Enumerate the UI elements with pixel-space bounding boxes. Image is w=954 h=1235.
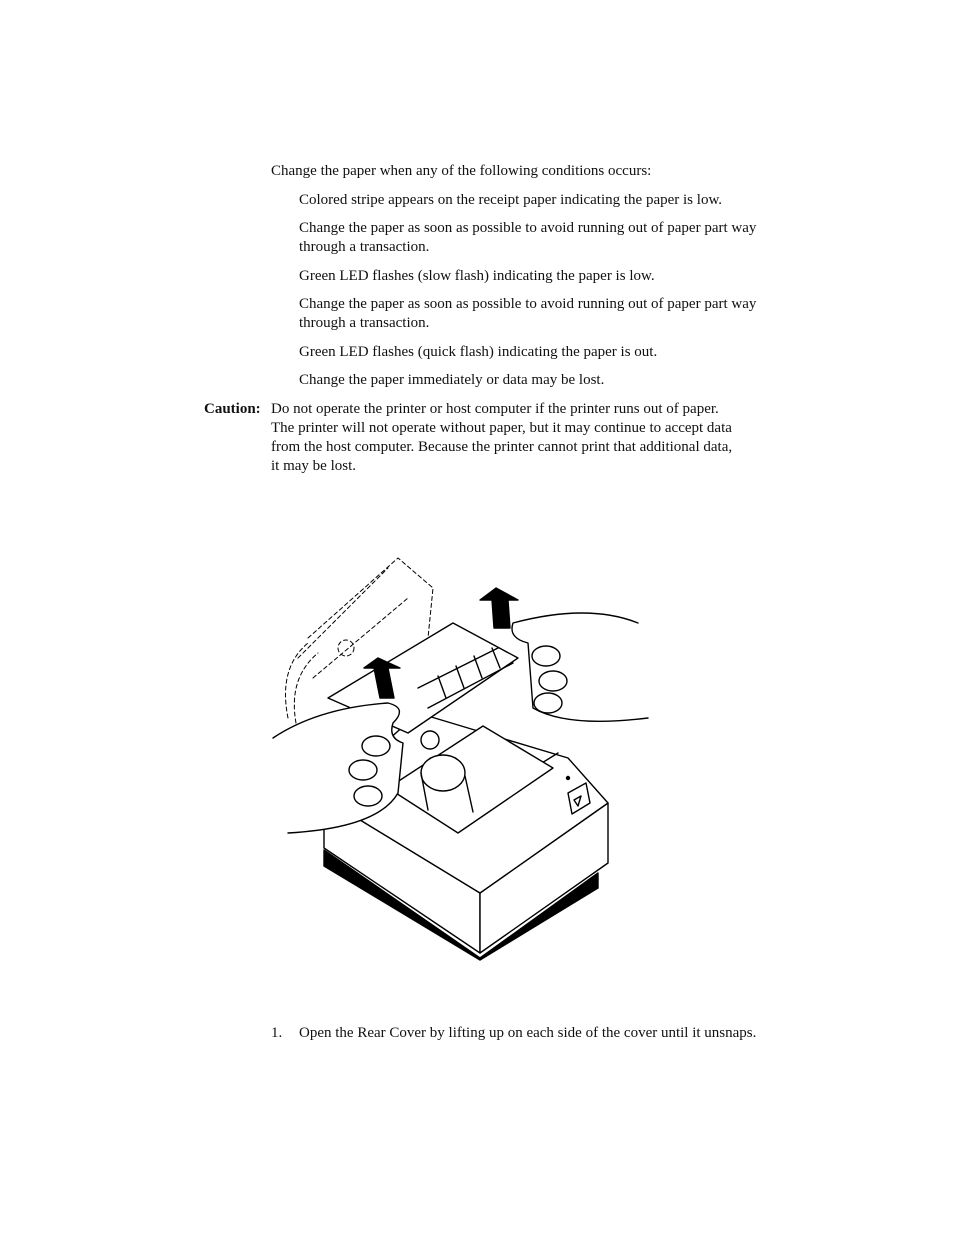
caution-line: from the host computer. Because the printer cannot print that additional data, xyxy=(271,439,733,455)
left-finger xyxy=(354,786,382,806)
intro-text: Change the paper when any of the following conditions occurs: xyxy=(271,163,652,179)
lift-arrow-right xyxy=(480,588,518,628)
condition-line: Change the paper as soon as possible to avoid running out of paper part way xyxy=(299,220,757,236)
condition-line: Colored stripe appears on the receipt paper indicating the paper is low. xyxy=(299,192,723,208)
caution-text xyxy=(271,400,732,476)
caution-line: Do not operate the printer or host computer if the printer runs out of paper. xyxy=(271,401,719,417)
right-finger xyxy=(532,646,560,666)
condition-line: Change the paper immediately or data may be lost. xyxy=(299,372,605,388)
right-hand xyxy=(512,613,648,721)
right-finger xyxy=(539,671,567,691)
condition-line: Change the paper as soon as possible to avoid running out of paper part way xyxy=(299,296,757,312)
condition-line: through a transaction. xyxy=(299,239,430,255)
right-finger xyxy=(534,693,562,713)
caution-label: Caution: xyxy=(204,401,261,417)
step-text: Open the Rear Cover by lifting up on each side of the cover until it unsnaps. xyxy=(299,1025,757,1041)
condition-line: through a transaction. xyxy=(299,315,430,331)
condition-line: Green LED flashes (slow flash) indicating the paper is low. xyxy=(299,268,655,284)
led-indicator xyxy=(567,777,570,780)
printer-rear-cover-illustration xyxy=(268,548,658,963)
condition-line: Green LED flashes (quick flash) indicating the paper is out. xyxy=(299,344,658,360)
left-finger xyxy=(349,760,377,780)
printer-drawing xyxy=(268,548,658,963)
left-finger xyxy=(362,736,390,756)
caution-line: it may be lost. xyxy=(271,458,356,474)
paper-roll xyxy=(421,755,465,791)
step-number: 1. xyxy=(271,1025,283,1041)
caution-line: The printer will not operate without paper, but it may continue to accept data xyxy=(271,420,732,436)
gear xyxy=(421,731,439,749)
